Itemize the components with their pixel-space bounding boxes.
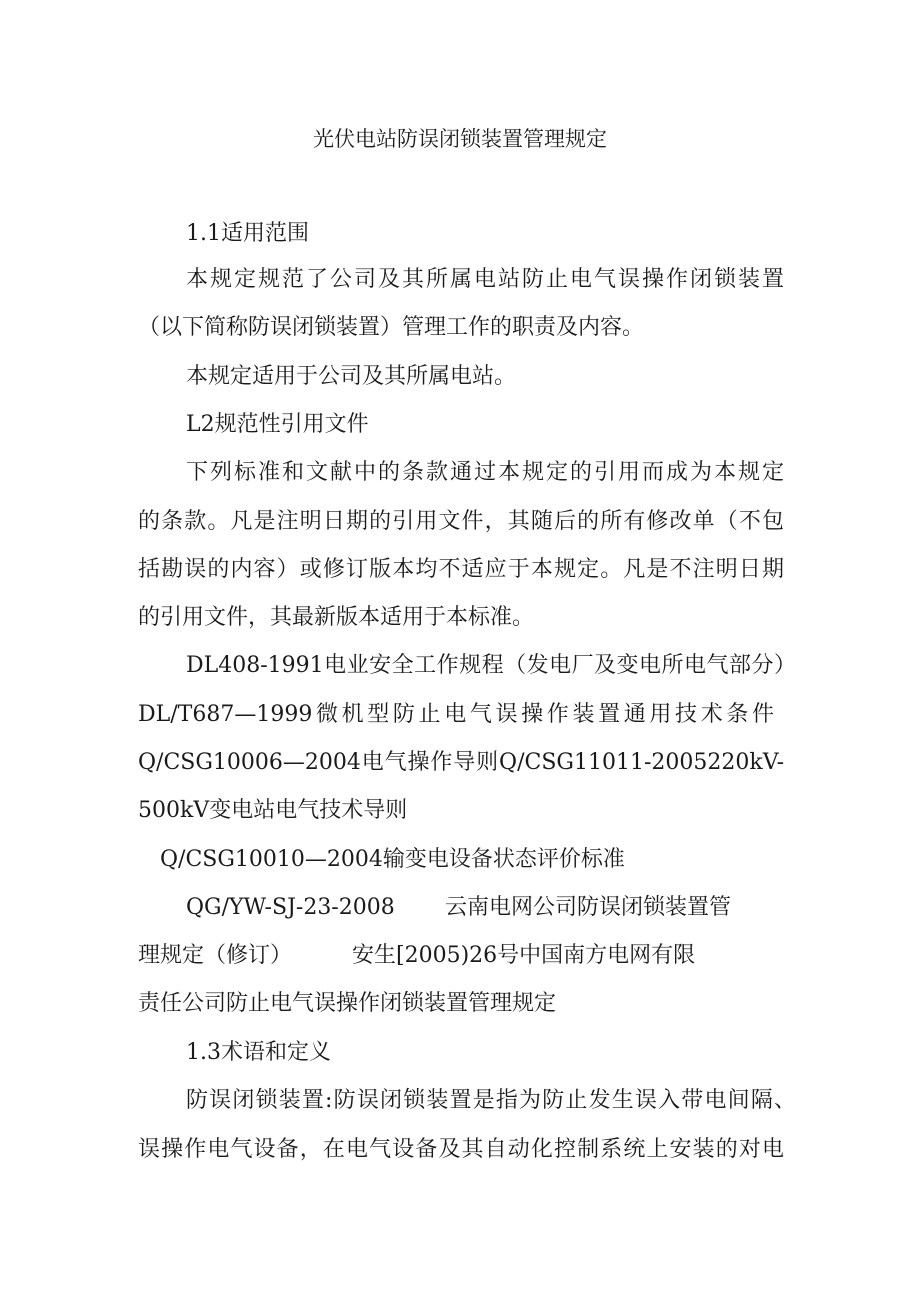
reference-qg-yw-sj-title-line-2: 理规定（修订） xyxy=(138,943,293,968)
reference-qg-yw-sj-title-line-1: 云南电网公司防误闭锁装置管 xyxy=(445,895,732,920)
paragraph-definition-line-1: 防误闭锁装置:防误闭锁装置是指为防止发生误入带电间隔、 xyxy=(186,1088,796,1113)
paragraph-applicability: 本规定适用于公司及其所属电站。 xyxy=(186,364,517,389)
paragraph-definition-line-2: 误操作电气设备，在电气设备及其自动化控制系统上安装的对电 xyxy=(138,1137,784,1162)
paragraph-scope-line-2: （以下简称防误闭锁装置）管理工作的职责及内容。 xyxy=(138,315,645,340)
section-heading-1-3: 1.3术语和定义 xyxy=(186,1040,331,1065)
paragraph-references-line-3: 括勘误的内容）或修订版本均不适应于本规定。凡是不注明日期 xyxy=(138,557,784,582)
section-heading-1-2: L2规范性引用文件 xyxy=(186,412,369,437)
reference-dl-t687: DL/T687—1999微机型防止电气误操作装置通用技术条件 xyxy=(138,702,774,727)
reference-qg-yw-sj-code: QG/YW-SJ-23-2008 xyxy=(186,895,395,920)
paragraph-references-line-2: 的条款。凡是注明日期的引用文件，其随后的所有修改单（不包 xyxy=(138,509,784,534)
section-heading-1-1: 1.1适用范围 xyxy=(186,221,309,246)
reference-q-csg10006: Q/CSG10006—2004电气操作导则Q/CSG11011-2005220kV- xyxy=(138,750,784,775)
paragraph-scope-line-1: 本规定规范了公司及其所属电站防止电气误操作闭锁装置 xyxy=(186,267,784,292)
reference-q-csg10010: Q/CSG10010—2004输变电设备状态评价标准 xyxy=(160,847,625,872)
reference-ansheng-2005-line-2: 责任公司防止电气误操作闭锁装置管理规定 xyxy=(138,991,557,1016)
paragraph-references-line-1: 下列标准和文献中的条款通过本规定的引用而成为本规定 xyxy=(186,460,784,485)
paragraph-references-line-4: 的引用文件，其最新版本适用于本标准。 xyxy=(138,605,535,630)
reference-q-csg11011-cont: 500kV变电站电气技术导则 xyxy=(138,798,408,823)
reference-ansheng-2005-line-1: 安生[2005)26号中国南方电网有限 xyxy=(352,943,696,968)
document-title: 光伏电站防误闭锁装置管理规定 xyxy=(313,127,607,151)
reference-dl408: DL408-1991电业安全工作规程（发电厂及变电所电气部分） xyxy=(186,653,796,678)
